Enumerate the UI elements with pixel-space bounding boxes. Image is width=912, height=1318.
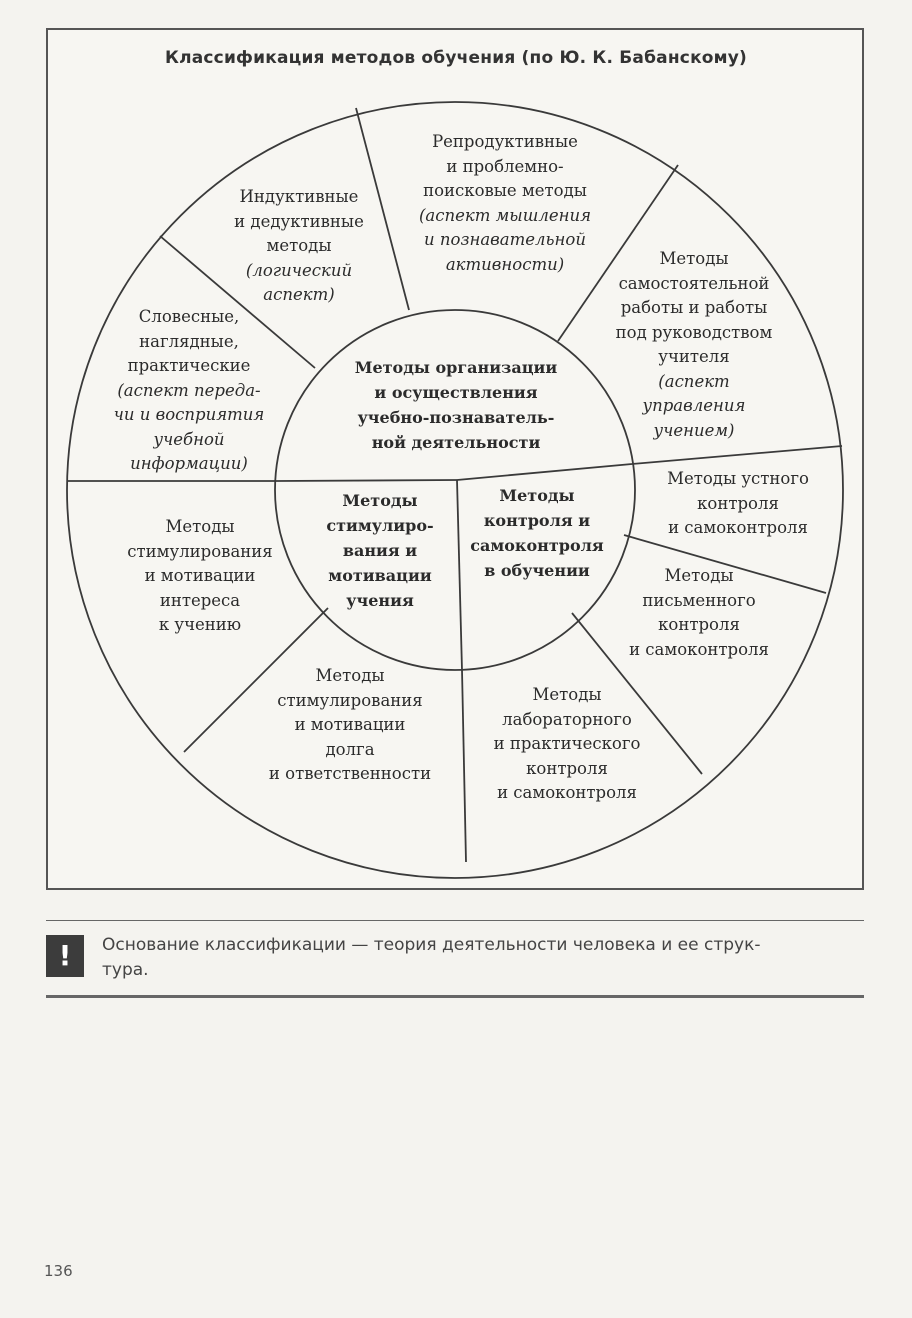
- sector-written-control: Методы письменного контроля и самоконтроля: [629, 566, 769, 659]
- sector-verbal-visual-practical: Словесные, наглядные, практические (аспект переда- чи и восприятия учебной информации): [113, 307, 265, 473]
- center-control-label: Методы контроля и самоконтроля в обучении: [470, 486, 604, 580]
- center-organization-label: Методы организации и осуществления учебно-познаватель- ной деятельности: [354, 358, 558, 452]
- sector-interest-motivation: Методы стимулирования и мотивации интереса к учению: [127, 517, 273, 634]
- divider-outer: [632, 446, 842, 464]
- center-stimulation-label: Методы стимулиро- вания и мотивации учения: [326, 491, 434, 610]
- exclamation-icon: !: [46, 935, 84, 977]
- note-bottom-rule: [46, 995, 864, 998]
- sector-oral-control: Методы устного контроля и самоконтроля: [667, 469, 809, 537]
- page-number: 136: [44, 1262, 73, 1280]
- divider-outer: [462, 670, 466, 862]
- note-top-rule: [46, 920, 864, 921]
- diagram-title: Классификация методов обучения (по Ю. К. Бабанскому): [164, 48, 748, 68]
- sector-duty-motivation: Методы стимулирования и мотивации долга и ответственности: [268, 666, 432, 783]
- classification-note: Основание классификации — теория деятельности человека и ее струк- тура.: [102, 935, 761, 980]
- sector-lab-control: Методы лабораторного и практического контроля и самоконтроля: [493, 685, 641, 802]
- sector-inductive-deductive: Индуктивные и дедуктивные методы (логический аспект): [234, 187, 364, 304]
- sector-reproductive-problem: Репродуктивные и проблемно- поисковые методы (аспект мышления и познавательной активности): [418, 132, 592, 274]
- divider-main: [277, 480, 457, 481]
- sector-independent-work: Методы самостоятельной работы и работы под руководством учителя (аспект управления учением): [615, 249, 773, 440]
- divider-main: [457, 464, 632, 480]
